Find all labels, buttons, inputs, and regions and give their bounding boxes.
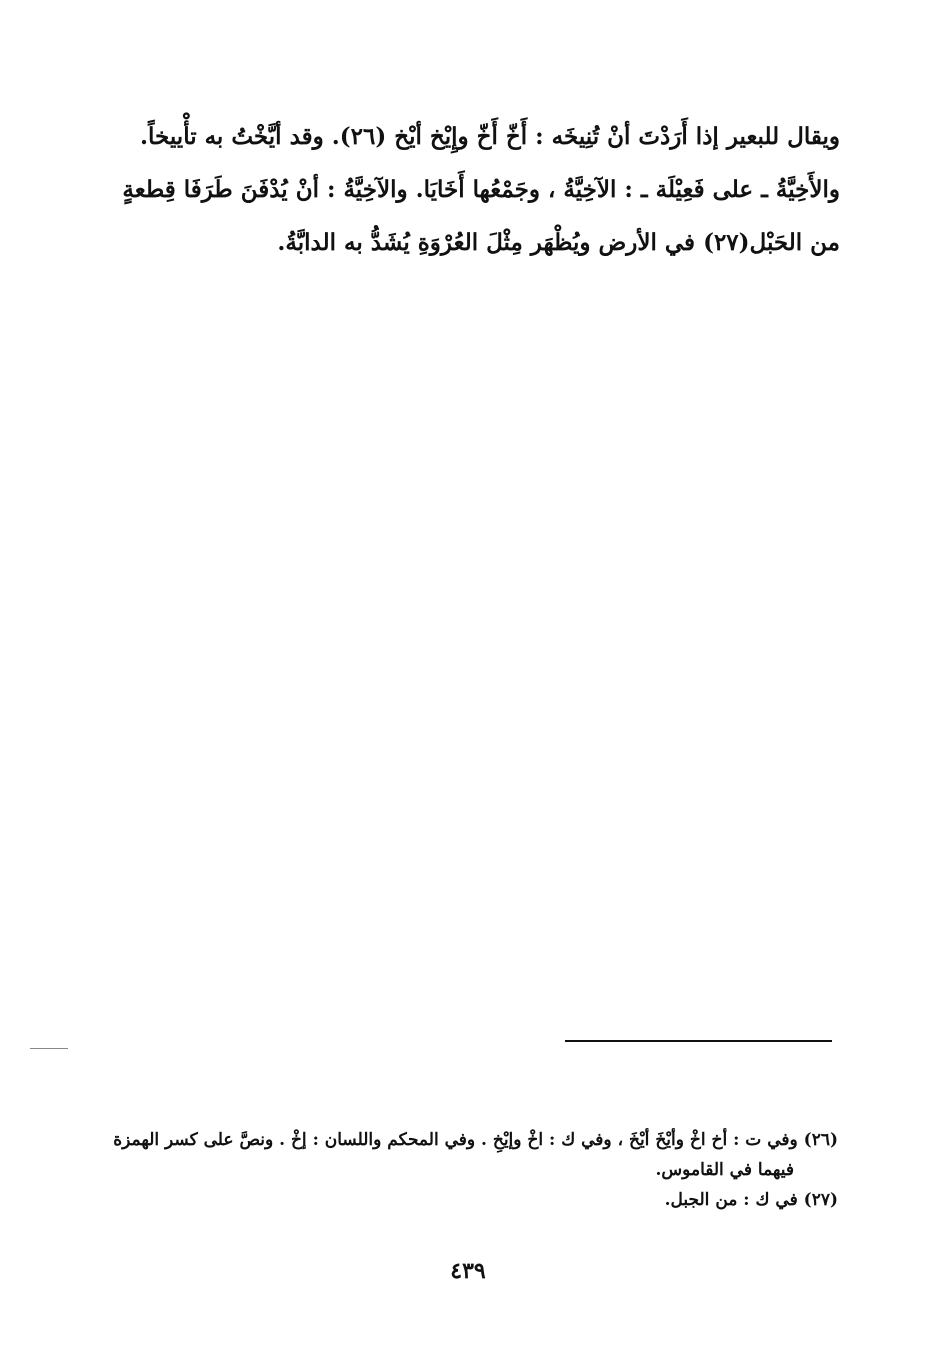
- footnote-27-line1: (٢٧) في ك : من الجبل.: [664, 1190, 838, 1210]
- main-text: [105, 110, 840, 269]
- footnote-26: [100, 1125, 838, 1185]
- footnote-27: [100, 1185, 838, 1215]
- footnote-separator: [565, 1040, 832, 1042]
- page-number: ٤٣٩: [450, 1258, 486, 1284]
- text-line-2: والأَخِيَّةُ ـ على فَعِيْلَة ـ : الآخِيَّةُ ، وجَمْعُها أَخَايَا. والآخِيَّةُ : أنْ يُدْفَنَ طَرَفَا قِطعةٍ: [122, 176, 840, 203]
- footnote-26-line2: فيهما في القاموس.: [655, 1160, 794, 1180]
- text-line-3: من الحَبْل(٢٧) في الأرض ويُظْهَر مِثْلَ العُرْوَةِ يُشَدُّ به الدابَّةُ.: [277, 229, 840, 256]
- margin-mark: [30, 1048, 68, 1049]
- footnote-26-line1: (٢٦) وفي ت : أخ اخْ وأيْخَ أيْخَ ، وفي ك : اخْ وإيْخِ . وفي المحكم واللسان : إخْ . ونصَّ على كسر الهمزة: [113, 1130, 838, 1150]
- footnotes: [100, 1125, 838, 1215]
- text-line-1: ويقال للبعير إذا أَرَدْتَ أنْ تُنِيخَه : أَخّ أَخّ وإِيْخ أيْخ (٢٦). وقد أيَّخْتُ به تأْييخاً.: [139, 123, 840, 150]
